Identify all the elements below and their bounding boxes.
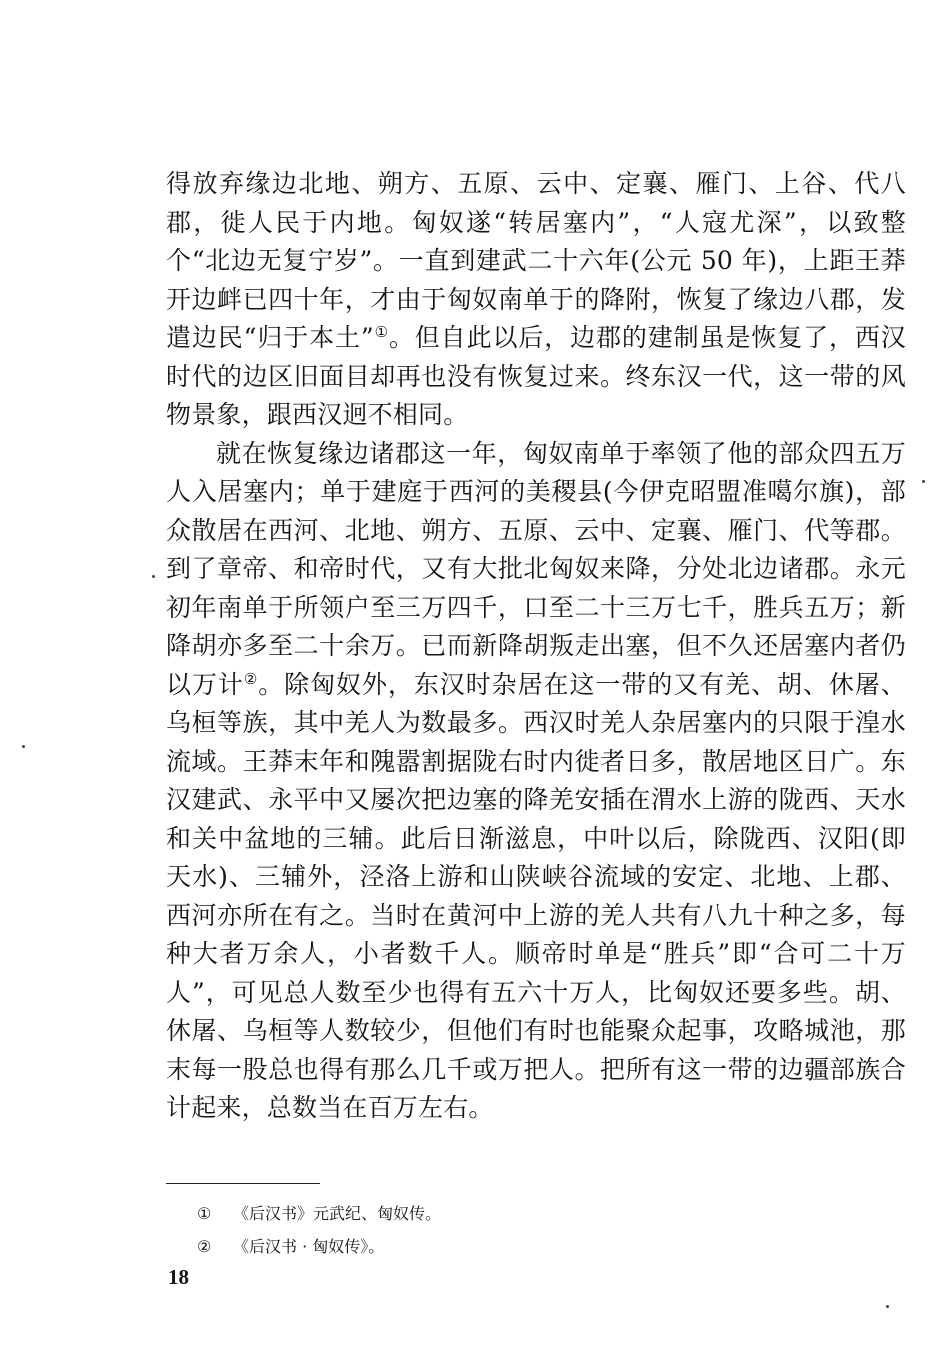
paragraph-1 xyxy=(166,165,906,435)
page-number: 18 xyxy=(168,1265,189,1289)
footnote-1-mark: ① xyxy=(197,1204,212,1223)
footnote-2 xyxy=(197,1230,797,1263)
paragraph-1-text-b: 。但自此以后，边郡的建制虽是恢复了，西汉时代的边区旧面目却再也没有恢复过来。终东汉一代，这一带的风物景象，跟西汉迥不相同。 xyxy=(166,323,906,429)
footnote-1 xyxy=(197,1197,797,1230)
footnote-2-text: 《后汉书 · 匈奴传》。 xyxy=(233,1237,385,1256)
paragraph-2-text-a: 就在恢复缘边诸郡这一年，匈奴南单于率领了他的部众四五万人入居塞内；单于建庭于西河的美稷县(今伊克昭盟准噶尔旗)，部众散居在西河、北地、朔方、五原、云中、定襄、雁门、代等郡。到了章帝、和帝时代，又有大批北匈奴来降，分处北边诸郡。永元初年南单于所领户至三万四千，口至二十三万七千，胜兵五万；新降胡亦多至二十余万。已而新降胡叛走出塞，但不久还居塞内者仍以万计 xyxy=(166,438,906,699)
scan-speck xyxy=(22,745,25,748)
paragraph-2-text-b: 。除匈奴外，东汉时杂居在这一带的又有羌、胡、休屠、乌桓等族，其中羌人为数最多。西汉时羌人杂居塞内的只限于湟水流域。王莽末年和隗嚣割据陇右时内徙者日多，散居地区日广。东汉建武、永平中又屡次把边塞的降羌安插在渭水上游的陇西、天水和关中盆地的三辅。此后日渐滋息，中叶以后，除陇西、汉阳(即天水)、三辅外，泾洛上游和山陕峡谷流域的安定、北地、上郡、西河亦所在有之。当时在黄河中上游的羌人共有八九十种之多，每种大者万余人，小者数千人。顺帝时单是“胜兵”即“合可二十万人”，可见总人数至少也得有五六十万人，比匈奴还要多些。胡、休屠、乌桓等人数较少，但他们有时也能聚众起事，攻略城池，那末每一股总也得有那么几千或万把人。把所有这一带的边疆部族合计起来，总数当在百万左右。 xyxy=(166,669,906,1122)
footnotes xyxy=(197,1197,797,1263)
footnote-1-text: 《后汉书》元武纪、匈奴传。 xyxy=(233,1204,442,1223)
paragraph-2 xyxy=(166,435,906,1128)
scan-speck xyxy=(152,575,155,578)
footnote-2-mark: ② xyxy=(197,1237,212,1256)
footnote-ref-2: ② xyxy=(243,669,259,688)
body-text xyxy=(166,165,906,1128)
scan-speck xyxy=(886,1305,889,1308)
footnote-divider xyxy=(166,1183,320,1184)
footnote-ref-1: ① xyxy=(373,323,389,341)
scan-speck xyxy=(922,480,925,483)
paragraph-1-text-a: 得放弃缘边北地、朔方、五原、云中、定襄、雁门、上谷、代八郡，徙人民于内地。匈奴遂“转居塞内”，“人寇尤深”，以致整个“北边无复宁岁”。一直到建武二十六年(公元 50 年)，上距王莽开边衅已四十年，才由于匈奴南单于的降附，恢复了缘边八郡，发遣边民“归于本土” xyxy=(166,169,906,352)
